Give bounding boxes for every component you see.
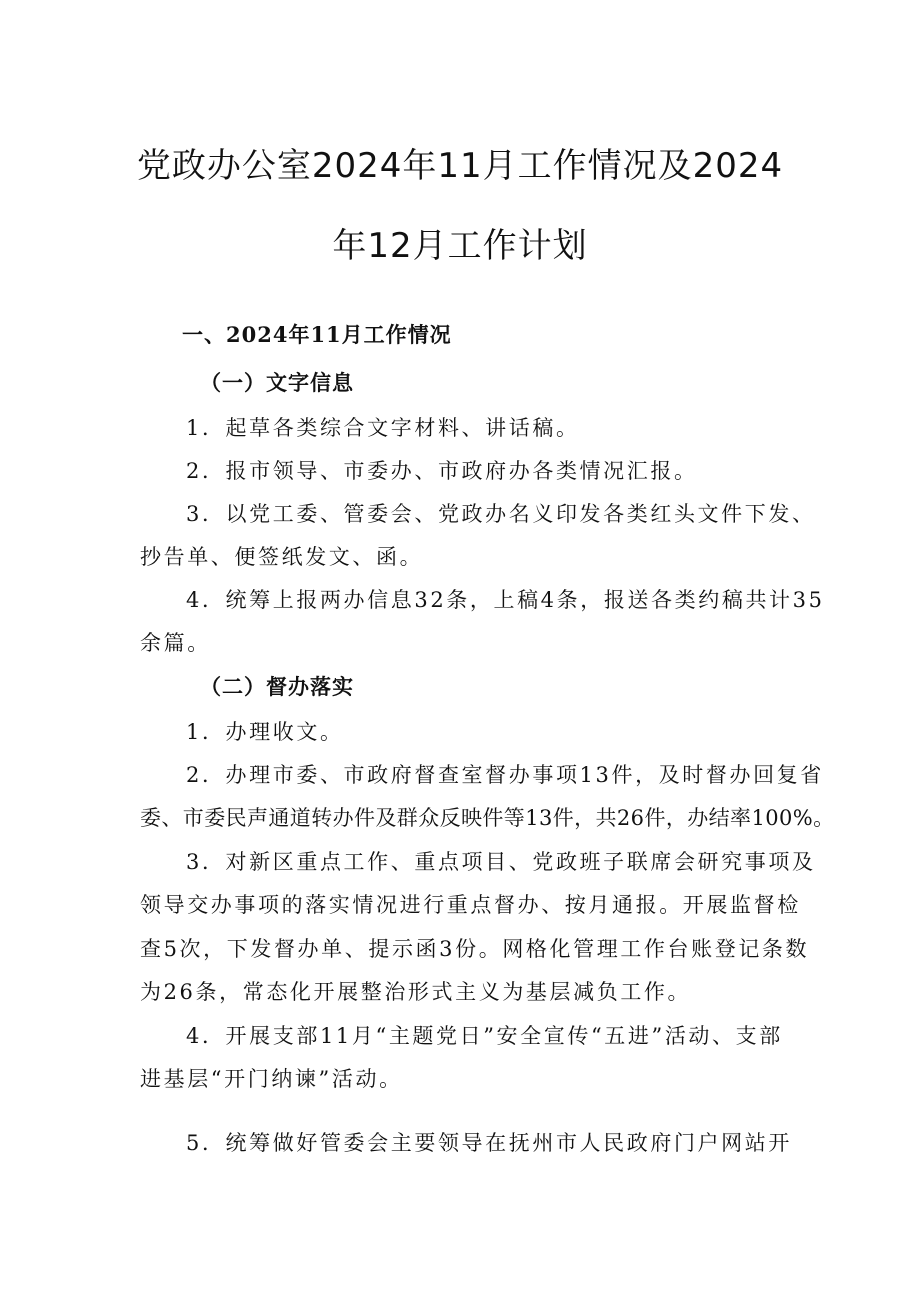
- paragraph-line: 3．对新区重点工作、重点项目、党政班子联席会研究事项及: [186, 850, 816, 874]
- document-title-line-2: 年12月工作计划: [332, 226, 588, 266]
- paragraph-line: 3．以党工委、管委会、党政办名义印发各类红头文件下发、: [186, 502, 816, 526]
- paragraph-line: 1．办理收文。: [186, 720, 344, 744]
- paragraph-line: 2．报市领导、市委办、市政府办各类情况汇报。: [186, 459, 698, 483]
- document-title-line-1: 党政办公室2024年11月工作情况及2024: [136, 146, 784, 186]
- paragraph-line: 1．起草各类综合文字材料、讲话稿。: [186, 416, 580, 440]
- paragraph-line: 4．开展支部11月“主题党日”安全宣传“五进”活动、支部: [186, 1024, 783, 1048]
- paragraph-line: 余篇。: [140, 631, 211, 655]
- paragraph-line: 进基层“开门纳谏”活动。: [140, 1067, 403, 1091]
- section-heading: 一、2024年11月工作情况: [182, 322, 452, 347]
- paragraph-line: 4．统筹上报两办信息32条，上稿4条，报送各类约稿共计35: [186, 588, 825, 612]
- paragraph-line: 抄告单、便签纸发文、函。: [140, 545, 424, 569]
- paragraph-line: 5．统筹做好管委会主要领导在抚州市人民政府门户网站开: [186, 1131, 792, 1155]
- paragraph-line: 查5次，下发督办单、提示函3份。网格化管理工作台账登记条数: [140, 937, 810, 961]
- subsection-heading-supervision: （二）督办落实: [200, 674, 354, 699]
- paragraph-line: 2．办理市委、市政府督查室督办事项13件，及时督办回复省: [186, 763, 824, 787]
- paragraph-line: 委、市委民声通道转办件及群众反映件等13件，共26件，办结率100%。: [140, 806, 835, 830]
- subsection-heading-text-info: （一）文字信息: [200, 370, 354, 395]
- paragraph-line: 为26条，常态化开展整治形式主义为基层减负工作。: [140, 980, 692, 1004]
- paragraph-line: 领导交办事项的落实情况进行重点督办、按月通报。开展监督检: [140, 893, 801, 917]
